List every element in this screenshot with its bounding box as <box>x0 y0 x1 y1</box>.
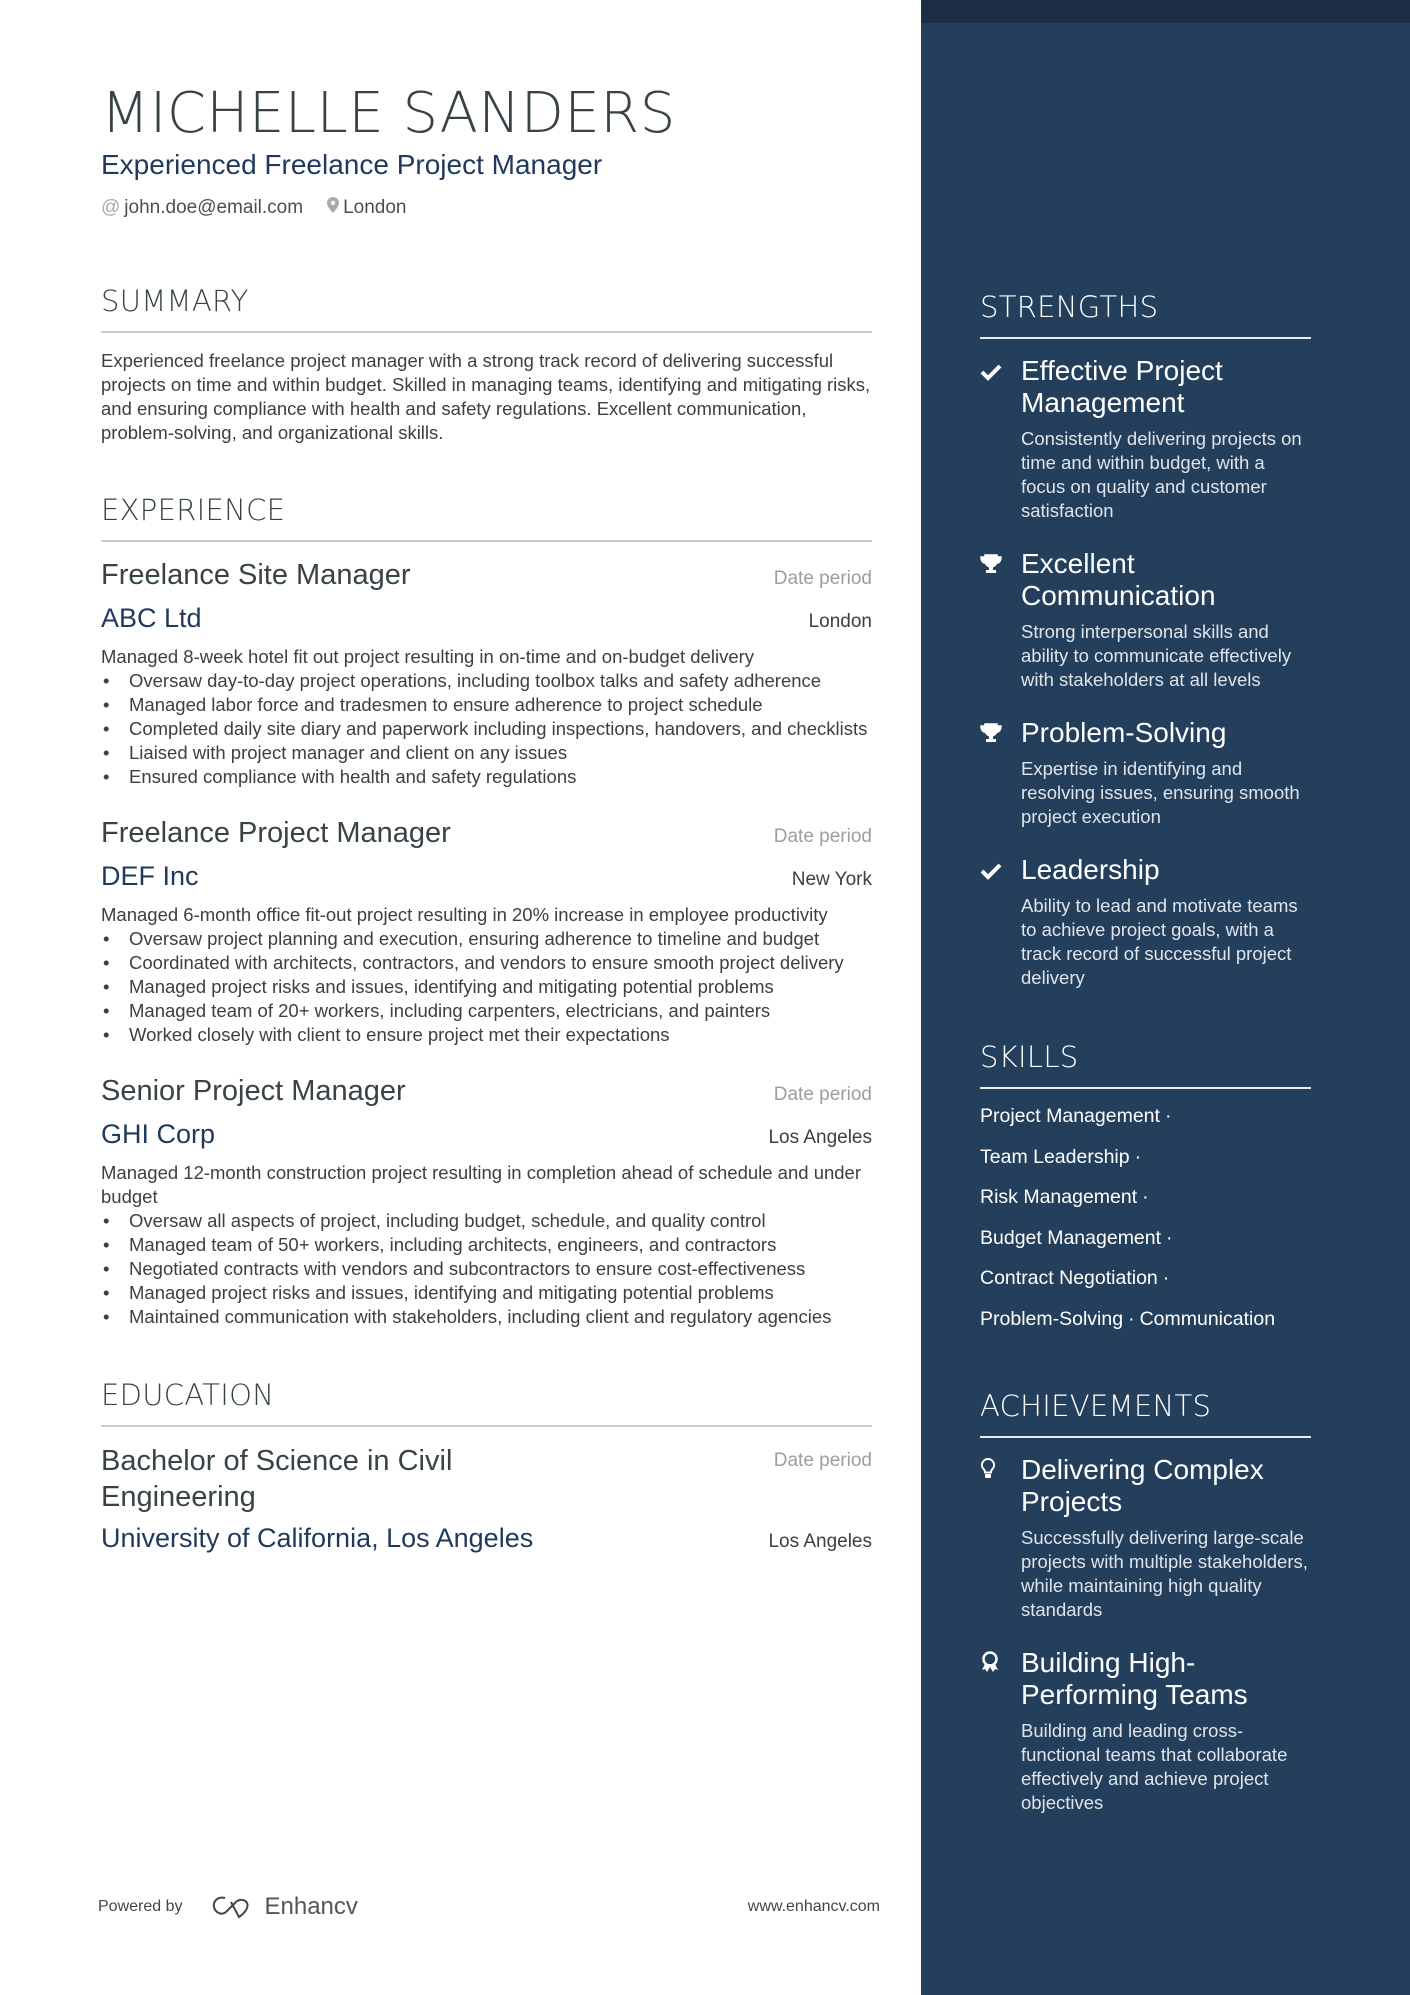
section-heading: EDUCATION <box>101 1377 872 1427</box>
bullet-item: • Managed team of 50+ workers, including architects, engineers, and contractors <box>101 1233 872 1257</box>
check-icon <box>980 854 1021 990</box>
item-description: Strong interpersonal skills and ability to communicate effectively with stakeholders at all levels <box>1021 621 1292 690</box>
skill-separator: · <box>1142 1186 1149 1208</box>
section-heading: STRENGTHS <box>980 289 1311 339</box>
date-period: Date period <box>773 568 872 589</box>
date-period: Date period <box>773 1450 872 1471</box>
skill-item: Contract Negotiation <box>980 1267 1158 1289</box>
item-description: Consistently delivering projects on time and within budget, with a focus on quality and customer satisfaction <box>1021 428 1302 521</box>
achievements-item <box>980 1647 1311 1815</box>
job-header <box>101 557 872 593</box>
job-subheader <box>101 1117 872 1151</box>
bullet-item: • Oversaw day-to-day project operations, including toolbox talks and safety adherence <box>101 669 872 693</box>
bullet-list <box>101 1209 872 1329</box>
item-description: Successfully delivering large-scale projects with multiple stakeholders, while maintaining high quality standards <box>1021 1527 1308 1620</box>
job-location: London <box>808 611 872 632</box>
item-title: Excellent Communication <box>1021 548 1216 611</box>
website-link[interactable]: www.enhancv.com <box>747 1898 880 1915</box>
item-title: Problem-Solving <box>1021 717 1227 748</box>
school-location: Los Angeles <box>768 1531 872 1552</box>
strengths-item <box>980 854 1311 990</box>
item-body <box>1021 1647 1311 1815</box>
skills-row <box>980 1177 1311 1218</box>
skill-item: Budget Management <box>980 1226 1162 1249</box>
job-subheader <box>101 601 872 635</box>
skills-row <box>980 1137 1311 1178</box>
sidebar-top-band <box>921 0 1410 23</box>
item-title: Effective Project Management <box>1021 355 1223 418</box>
powered-by: Powered by <box>98 1898 183 1915</box>
job-description: Managed 12-month construction project resulting in completion ahead of schedule and under budget <box>101 1162 862 1207</box>
item-title: Building High-Performing Teams <box>1021 1647 1248 1710</box>
strengths-item <box>980 548 1311 692</box>
skill-item: Problem-Solving <box>980 1307 1124 1330</box>
job-location: Los Angeles <box>768 1127 872 1148</box>
bullet-item: • Oversaw all aspects of project, including budget, schedule, and quality control <box>101 1209 872 1233</box>
skills-row <box>980 1096 1311 1137</box>
skill-separator: · <box>1162 1267 1170 1289</box>
skill-item: Team Leadership <box>980 1145 1130 1168</box>
date-period: Date period <box>773 1084 872 1105</box>
job-location: New York <box>791 869 872 890</box>
at-icon: @ <box>101 197 121 218</box>
skill-separator: · <box>1164 1105 1172 1127</box>
bullet-item: • Managed project risks and issues, identifying and mitigating potential problems <box>101 975 872 999</box>
summary-section <box>101 283 872 445</box>
item-body <box>1021 854 1311 990</box>
enhancv-logo-icon <box>211 1894 257 1920</box>
check-icon <box>980 355 1021 523</box>
contact-info <box>101 195 872 221</box>
item-body <box>1021 355 1311 523</box>
skill-separator: · <box>1134 1145 1142 1168</box>
job-header <box>101 815 872 851</box>
company-name: GHI Corp <box>101 1119 216 1149</box>
bullet-item: • Negotiated contracts with vendors and subcontractors to ensure cost-effectiveness <box>101 1257 872 1281</box>
skill-separator: · <box>1166 1226 1173 1249</box>
experience-section <box>101 492 872 1329</box>
school: University of California, Los Angeles <box>101 1523 534 1553</box>
footer <box>98 1893 880 1921</box>
company-name: DEF Inc <box>101 861 199 891</box>
item-description: Expertise in identifying and resolving issues, ensuring smooth project execution <box>1021 758 1300 827</box>
trophy-icon <box>980 548 1021 692</box>
degree: Bachelor of Science in Civil Engineering <box>101 1445 453 1513</box>
section-heading: EXPERIENCE <box>101 492 872 542</box>
item-body <box>1021 548 1311 692</box>
section-heading: SUMMARY <box>101 283 872 333</box>
item-title: Leadership <box>1021 854 1160 885</box>
trophy-icon <box>980 717 1021 829</box>
item-title: Delivering Complex Projects <box>1021 1454 1264 1517</box>
bullet-item: • Liaised with project manager and client on any issues <box>101 741 872 765</box>
lightbulb-icon <box>980 1454 1021 1622</box>
company-name: ABC Ltd <box>101 603 202 633</box>
strengths-section <box>980 289 1311 990</box>
job-title: Senior Project Manager <box>101 1075 406 1107</box>
strengths-item <box>980 355 1311 523</box>
bullet-item: • Oversaw project planning and execution, ensuring adherence to timeline and budget <box>101 927 872 951</box>
item-body <box>1021 717 1311 829</box>
bullet-item: • Coordinated with architects, contractors, and vendors to ensure smooth project delivery <box>101 951 872 975</box>
skills-section <box>980 1039 1311 1339</box>
job-subheader <box>101 859 872 893</box>
location: London <box>343 197 407 218</box>
item-description: Ability to lead and motivate teams to achieve project goals, with a track record of successful project delivery <box>1021 895 1298 988</box>
job-header <box>101 1073 872 1109</box>
skill-item: Project Management <box>980 1105 1160 1127</box>
skill-item: Communication <box>1139 1307 1276 1330</box>
date-period: Date period <box>773 826 872 847</box>
achievements-section <box>980 1388 1311 1815</box>
bullet-item: • Ensured compliance with health and safety regulations <box>101 765 872 789</box>
bullet-item: • Managed labor force and tradesmen to ensure adherence to project schedule <box>101 693 872 717</box>
item-body <box>1021 1454 1311 1622</box>
bullet-list <box>101 669 872 789</box>
award-icon <box>980 1647 1021 1815</box>
section-heading: SKILLS <box>980 1039 1311 1089</box>
skills-row <box>980 1299 1311 1340</box>
sidebar <box>921 0 1410 1995</box>
job-title: Freelance Project Manager <box>101 817 451 849</box>
skill-item: Risk Management <box>980 1186 1138 1208</box>
bullet-item: • Maintained communication with stakeholders, including client and regulatory agencies <box>101 1305 872 1329</box>
job-description: Managed 8-week hotel fit out project resulting in on-time and on-budget delivery <box>101 646 755 667</box>
job-entry <box>101 557 872 789</box>
achievements-item <box>980 1454 1311 1622</box>
skill-separator: · <box>1128 1307 1135 1330</box>
section-heading: ACHIEVEMENTS <box>980 1388 1311 1438</box>
bullet-item: • Managed team of 20+ workers, including carpenters, electricians, and painters <box>101 999 872 1023</box>
main-column <box>101 82 872 1555</box>
bullet-item: • Completed daily site diary and paperwork including inspections, handovers, and checklists <box>101 717 872 741</box>
job-entry <box>101 815 872 1047</box>
strengths-item <box>980 717 1311 829</box>
candidate-name: MICHELLE SANDERS <box>101 81 676 146</box>
job-description: Managed 6-month office fit-out project resulting in 20% increase in employee productivity <box>101 904 828 925</box>
bullet-item: • Managed project risks and issues, identifying and mitigating potential problems <box>101 1281 872 1305</box>
skills-row <box>980 1258 1311 1299</box>
job-title: Freelance Site Manager <box>101 559 411 591</box>
bullet-item: • Worked closely with client to ensure project met their expectations <box>101 1023 872 1047</box>
enhancv-logo[interactable]: Enhancv <box>211 1893 358 1921</box>
education-section <box>101 1377 872 1555</box>
candidate-title: Experienced Freelance Project Manager <box>101 149 603 180</box>
summary-text: Experienced freelance project manager with a strong track record of delivering successful projects on time and within budget. Skilled in managing teams, identifying and mitigating risks, and ensuring compliance with health and safety regulations. Excellent communication, problem-solving, and organizational skills. <box>101 350 871 443</box>
email[interactable]: john.doe@email.com <box>124 197 304 218</box>
item-description: Building and leading cross-functional teams that collaborate effectively and achieve project objectives <box>1021 1720 1288 1813</box>
location-pin-icon <box>327 197 339 218</box>
job-entry <box>101 1073 872 1329</box>
bullet-list <box>101 927 872 1047</box>
skills-row <box>980 1218 1311 1259</box>
